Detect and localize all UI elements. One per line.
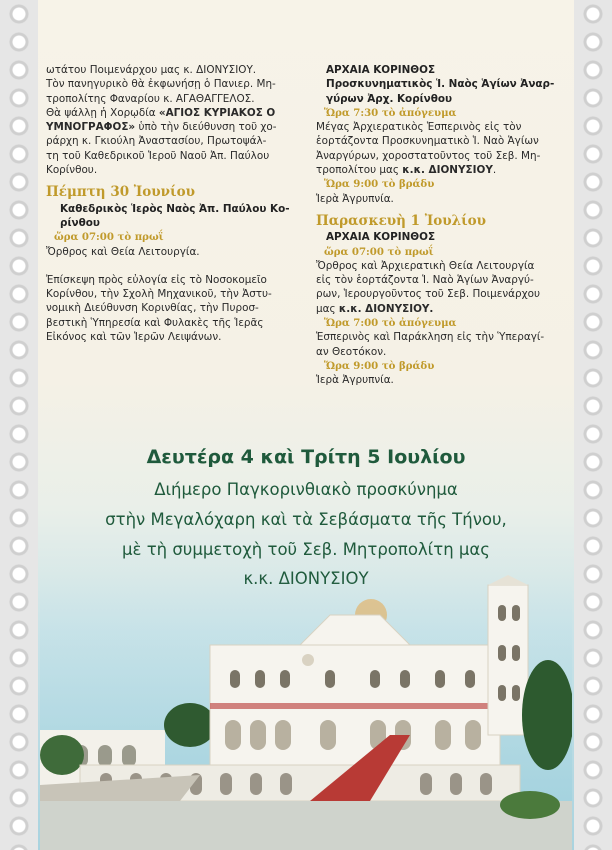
- pilgrimage-title: Δευτέρα 4 καὶ Τρίτη 5 Ιουλίου: [146, 446, 466, 468]
- pilgrimage-line: Διήμερο Παγκορινθιακὸ προσκύνημα: [154, 480, 458, 499]
- pilgrimage-line: μὲ τὴ συμμετοχὴ τοῦ Σεβ. Μητροπολίτη μας: [122, 540, 490, 559]
- day-heading-friday: Παρασκευὴ 1 Ἰουλίου: [316, 212, 486, 229]
- pilgrimage-line: στὴν Μεγαλόχαρη καὶ τὰ Σεβάσματα τῆς Τήνου,: [105, 510, 507, 529]
- tree: [164, 703, 216, 747]
- intro-line: ωτάτου Ποιμενάρχου μας κ. ΔΙΟΝΥΣΙΟΥ.: [46, 64, 257, 76]
- service-time: Ὥρα 7:00 τὸ ἀπόγευμα: [324, 317, 457, 330]
- church-illustration: [40, 575, 572, 850]
- visit-line: Κορίνθου, τὴν Σχολὴ Μηχανικοῦ, τὴν Ἀστυ-: [46, 288, 272, 301]
- intro-line: τη τοῦ Καθεδρικοῦ Ἱεροῦ Ναοῦ Ἀπ. Παύλου: [46, 149, 270, 162]
- service-line: εἰς τὸν ἑορτάζοντα Ἱ. Ναὸ Ἁγίων Ἀναργύ-: [316, 274, 534, 287]
- church-heading: γύρων Ἀρχ. Κορίνθου: [326, 92, 453, 105]
- service-line: τροπολίτου μας κ.κ. ΔΙΟΝΥΣΙΟΥ.: [316, 164, 497, 177]
- place-heading: ΑΡΧΑΙΑ ΚΟΡΙΝΘΟΣ: [326, 64, 436, 76]
- service-line: ρων, Ἱερουργοῦντος τοῦ Σεβ. Ποιμενάρχου: [316, 288, 540, 301]
- service-time: ὥρα 07:00 τὸ πρωΐ: [54, 231, 164, 244]
- visit-line: Ἐπίσκεψη πρὸς εὐλογία εἰς τὸ Νοσοκομεῖο: [46, 273, 267, 286]
- service-time: ὥρα 07:00 τὸ πρωΐ: [324, 245, 434, 258]
- intro-line: Τὸν πανηγυρικὸ θὰ ἐκφωνήσῃ ὁ Πανιερ. Μη-: [46, 78, 276, 91]
- visit-line: Εἰκόνος καὶ τῶν Ἱερῶν Λειψάνων.: [46, 331, 222, 344]
- service-line: Ἀναργύρων, χοροστατοῦντος τοῦ Σεβ. Μη-: [316, 149, 541, 162]
- service-line: μας κ.κ. ΔΙΟΝΥΣΙΟΥ.: [316, 302, 434, 315]
- right-column: [316, 63, 570, 388]
- intro-line: Θὰ ψάλλῃ ἡ Χορῳδία «ΑΓΙΟΣ ΚΥΡΙΑΚΟΣ Ο: [46, 106, 276, 119]
- place-heading: ΑΡΧΑΙΑ ΚΟΡΙΝΘΟΣ: [326, 231, 436, 244]
- service-line: Ὄρθρος καὶ Ἀρχιερατικὴ Θεία Λειτουργία: [316, 259, 535, 272]
- service-time: Ὥρα 9:00 τὸ βράδυ: [324, 178, 435, 191]
- service-time: Ὥρα 7:30 τὸ ἀπόγευμα: [324, 106, 457, 119]
- day-heading-thursday: Πέμπτη 30 Ἰουνίου: [46, 184, 195, 201]
- intro-line: ράρχη κ. Γκιούλη Ἀναστασίου, Πρωτοψάλ-: [46, 135, 267, 148]
- church-heading: Προσκυνηματικὸς Ἱ. Ναὸς Ἁγίων Ἀναρ-: [326, 78, 555, 91]
- left-ornamental-border: [0, 0, 38, 850]
- intro-line: Κορίνθου.: [46, 164, 98, 177]
- service-line: Ἱερὰ Ἀγρυπνία.: [316, 374, 394, 387]
- content-area: [40, 0, 572, 850]
- place-heading: Καθεδρικὸς Ἱερὸς Ναὸς Ἀπ. Παύλου Κο-: [60, 202, 290, 215]
- service-description: Ὄρθρος καὶ Θεία Λειτουργία.: [46, 245, 200, 258]
- service-line: Μέγας Ἀρχιερατικὸς Ἑσπερινὸς εἰς τὸν: [316, 121, 522, 134]
- tree: [40, 735, 84, 775]
- intro-line: τροπολίτης Φαναρίου κ. ΑΓΑΘΑΓΓΕΛΟΣ.: [46, 92, 255, 105]
- visit-line: νομικὴ Διεύθυνση Κορινθίας, τὴν Πυροσ-: [46, 302, 259, 315]
- courtyard: [40, 801, 572, 850]
- intro-line: ΥΜΝΟΓΡΑΦΟΣ» ὑπὸ τὴν διεύθυνση τοῦ χο-: [46, 121, 277, 134]
- service-time: Ὥρα 9:00 τὸ βράδυ: [324, 359, 435, 372]
- tree: [522, 660, 572, 770]
- bell-tower: [488, 585, 528, 735]
- place-heading: ρίνθου: [60, 216, 100, 229]
- service-line: αν Θεοτόκον.: [316, 345, 387, 358]
- left-column: [46, 63, 298, 344]
- service-line: ἑορτάζοντα Προσκυνηματικὸ Ἱ. Ναὸ Ἁγίων: [316, 135, 539, 148]
- service-line: Ἱερὰ Ἀγρυπνία.: [316, 192, 394, 205]
- visit-line: βεστικὴ Ὑπηρεσία καὶ Φυλακὲς τῆς Ἱερᾶς: [46, 316, 264, 329]
- service-line: Ἑσπερινὸς καὶ Παράκληση εἰς τὴν Ὑπεραγί-: [316, 331, 545, 344]
- right-ornamental-border: [574, 0, 612, 850]
